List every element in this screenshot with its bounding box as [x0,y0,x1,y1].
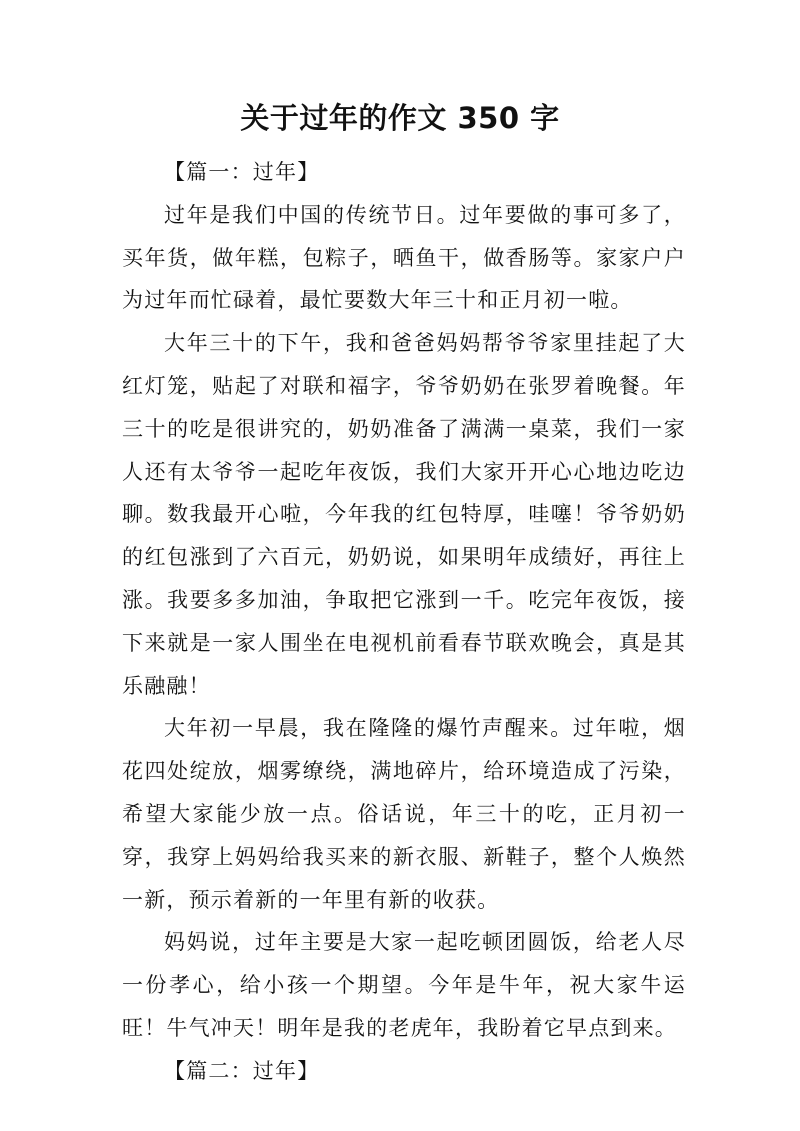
paragraph-4: 妈妈说，过年主要是大家一起吃顿团圆饭，给老人尽一份孝心，给小孩一个期望。今年是牛年，祝大家牛运旺！牛气冲天！明年是我的老虎年，我盼着它早点到来。 [122,930,686,1040]
section-heading-1: 【篇一：过年】 [164,160,320,184]
document-body [122,151,686,1093]
paragraph-3: 大年初一早晨，我在隆隆的爆竹声醒来。过年啦，烟花四处绽放，烟雾缭绕，满地碎片，给环境造成了污染，希望大家能少放一点。俗话说，年三十的吃，正月初一穿，我穿上妈妈给我买来的新衣服、新鞋子，整个人焕然一新，预示着新的一年里有新的收获。 [122,716,686,912]
paragraph-2: 大年三十的下午，我和爸爸妈妈帮爷爷家里挂起了大红灯笼，贴起了对联和福字，爷爷奶奶在张罗着晚餐。年三十的吃是很讲究的，奶奶准备了满满一桌菜，我们一家人还有太爷爷一起吃年夜饭，我们大家开开心心地边吃边聊。数我最开心啦，今年我的红包特厚，哇噻！爷爷奶奶的红包涨到了六百元，奶奶说，如果明年成绩好，再往上涨。我要多多加油，争取把它涨到一千。吃完年夜饭，接下来就是一家人围坐在电视机前看春节联欢晚会，真是其乐融融！ [122,331,686,698]
paragraph-1: 过年是我们中国的传统节日。过年要做的事可多了，买年货，做年糕，包粽子，晒鱼干，做香肠等。家家户户为过年而忙碌着，最忙要数大年三十和正月初一啦。 [122,202,686,313]
document-title: 关于过年的作文 350 字 [240,101,560,135]
section-heading-2: 【篇二：过年】 [164,1058,320,1083]
